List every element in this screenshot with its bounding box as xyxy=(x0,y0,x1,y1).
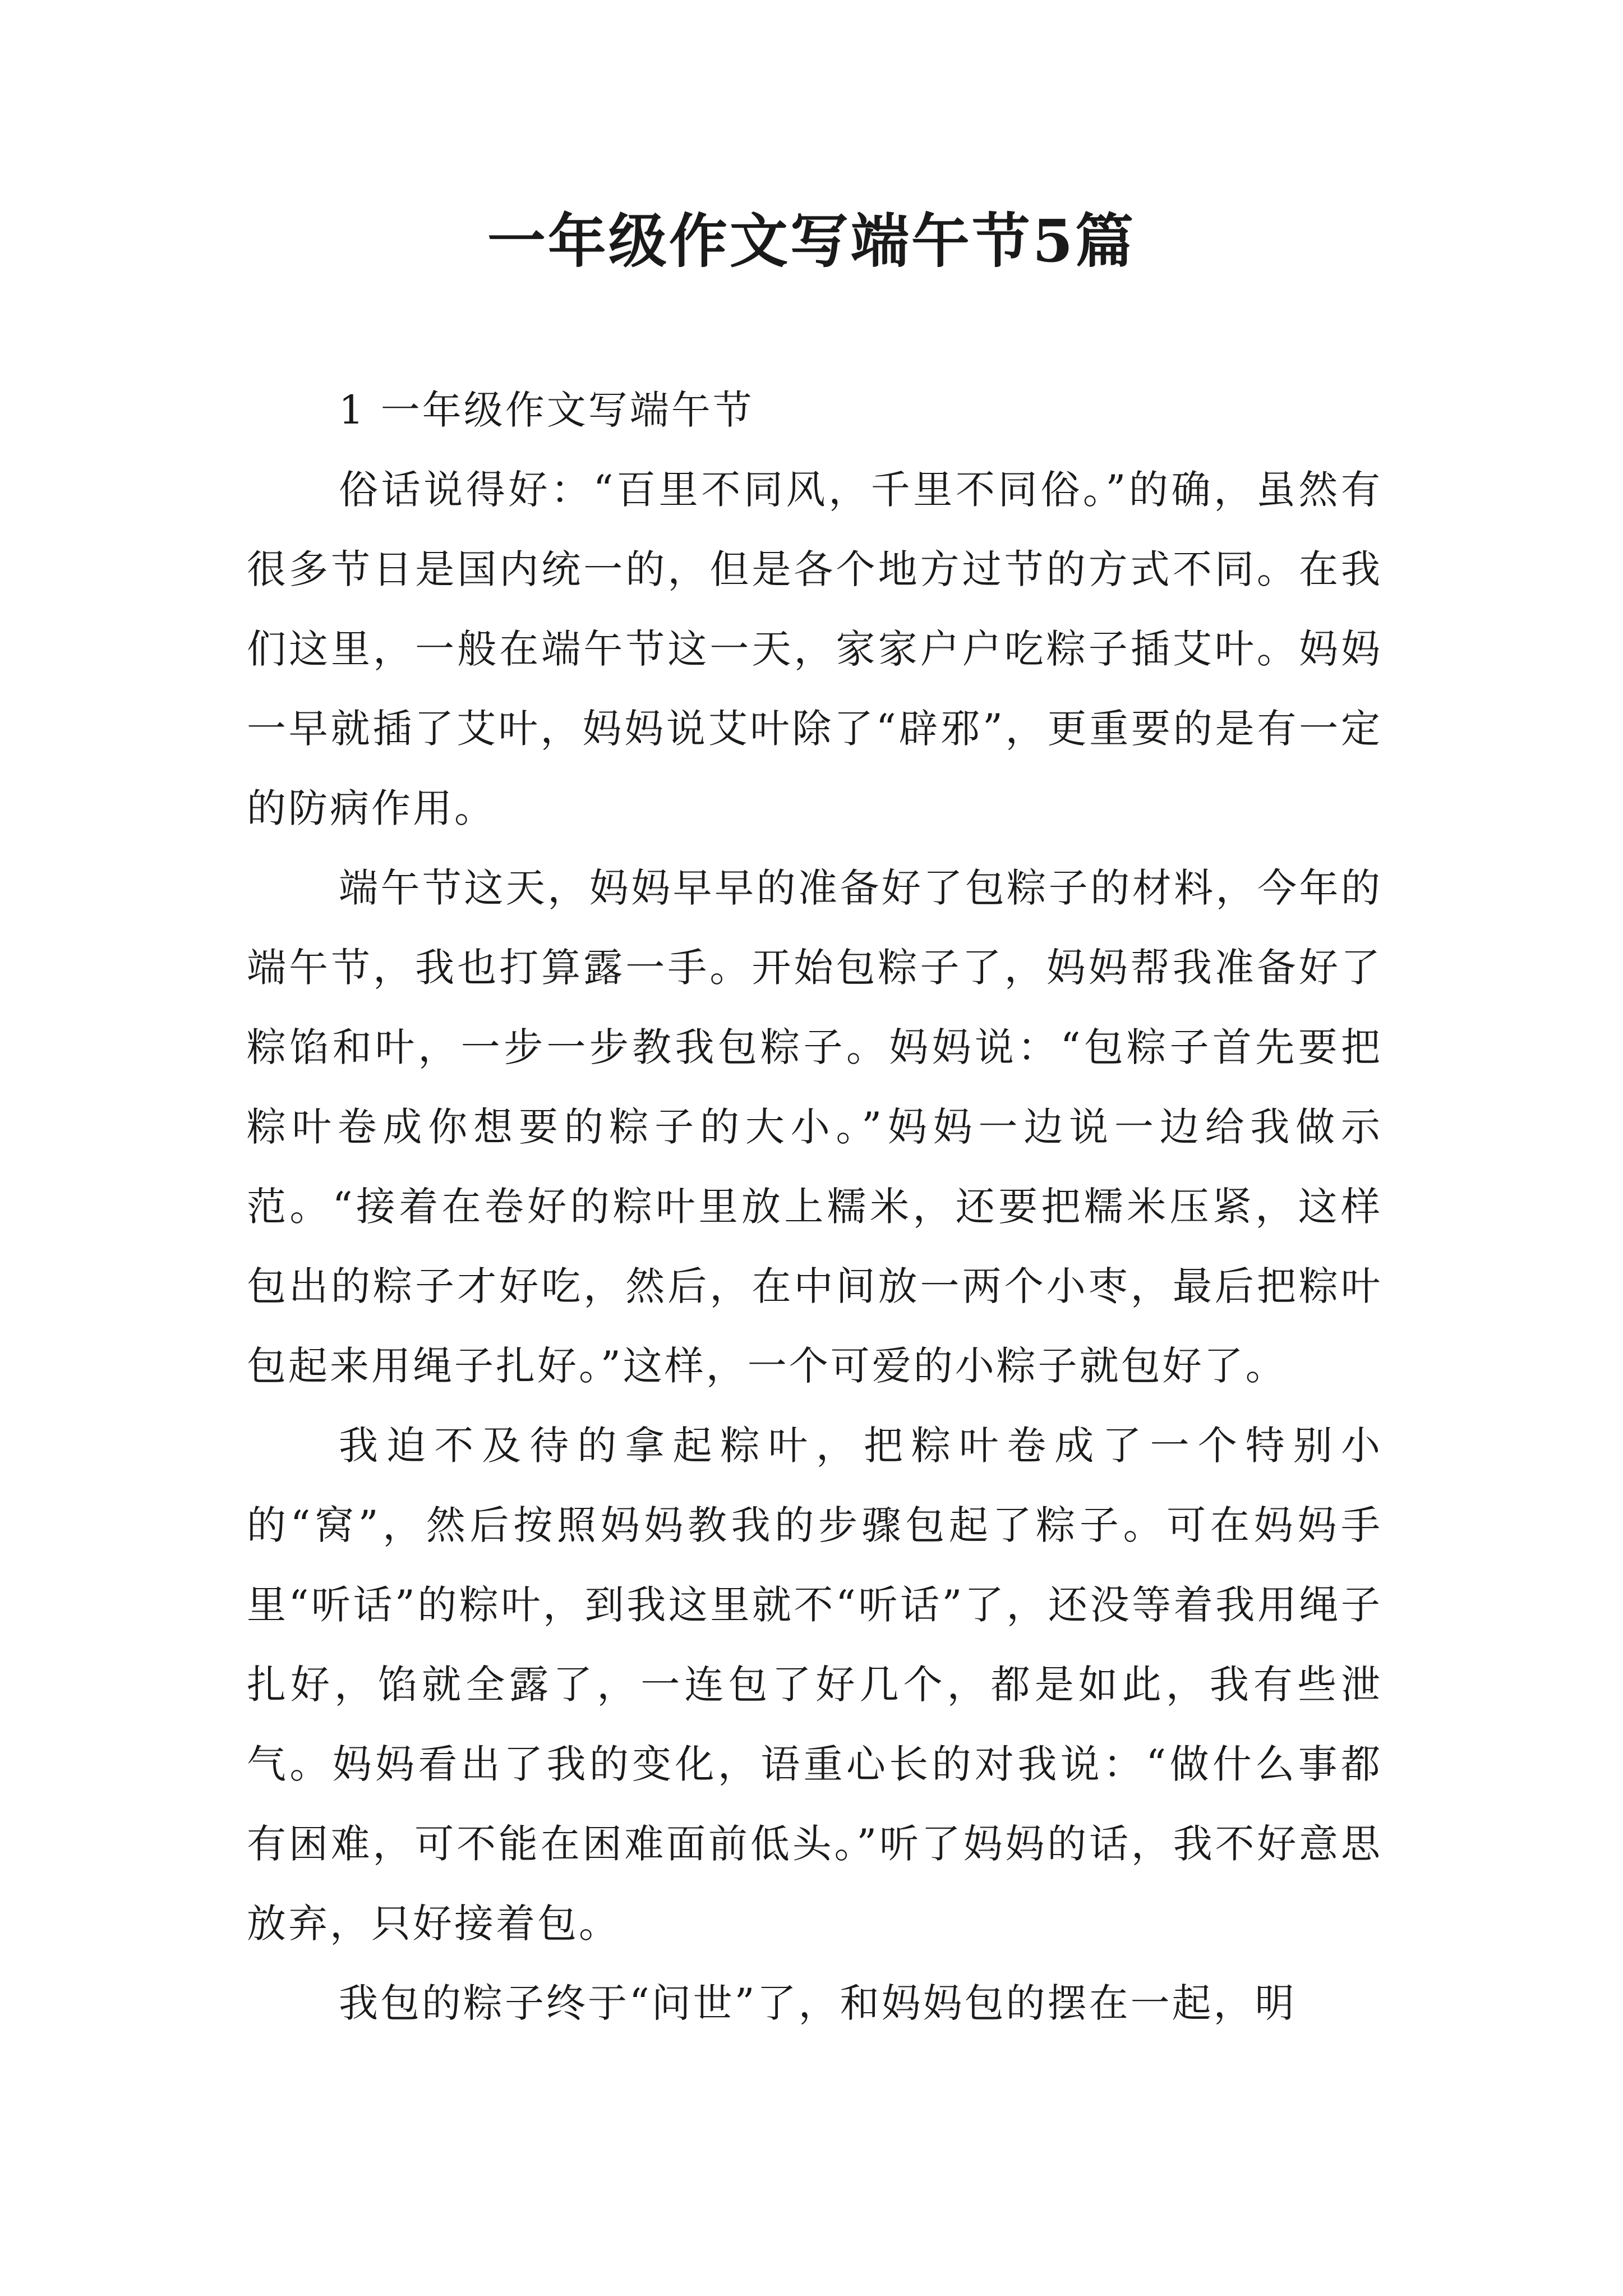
section-heading: 1 一年级作文写端午节 xyxy=(339,387,754,433)
paragraph: 我包的粽子终于“问世”了，和妈妈包的摆在一起，明 xyxy=(339,1980,1297,2026)
paragraph: 端午节这天，妈妈早早的准备好了包粽子的材料，今年的端午节，我也打算露一手。开始包粽子了，妈妈帮我准备好了粽馅和叶，一步一步教我包粽子。妈妈说：“包粽子首先要把粽叶卷成你想要的粽子的大小。”妈妈一边说一边给我做示范。“接着在卷好的粽叶里放上糯米，还要把糯米压紧，这样包出的粽子才好吃，然后，在中间放一两个小枣，最后把粽叶包起来用绳子扎好。”这样，一个可爱的小粽子就包好了。 xyxy=(247,865,1382,1389)
document-body xyxy=(247,370,1382,2043)
paragraph: 俗话说得好：“百里不同风，千里不同俗。”的确，虽然有很多节日是国内统一的，但是各个地方过节的方式不同。在我们这里，一般在端午节这一天，家家户户吃粽子插艾叶。妈妈一早就插了艾叶，妈妈说艾叶除了“辟邪”，更重要的是有一定的防病作用。 xyxy=(247,467,1382,831)
paragraph: 我迫不及待的拿起粽叶，把粽叶卷成了一个特别小的“窝”，然后按照妈妈教我的步骤包起了粽子。可在妈妈手里“听话”的粽叶，到我这里就不“听话”了，还没等着我用绳子扎好，馅就全露了，一连包了好几个，都是如此，我有些泄气。妈妈看出了我的变化，语重心长的对我说：“做什么事都有困难，可不能在困难面前低头。”听了妈妈的话，我不好意思放弃，只好接着包。 xyxy=(247,1423,1382,1947)
document-title: 一年级作文写端午节5篇 xyxy=(487,206,1136,275)
